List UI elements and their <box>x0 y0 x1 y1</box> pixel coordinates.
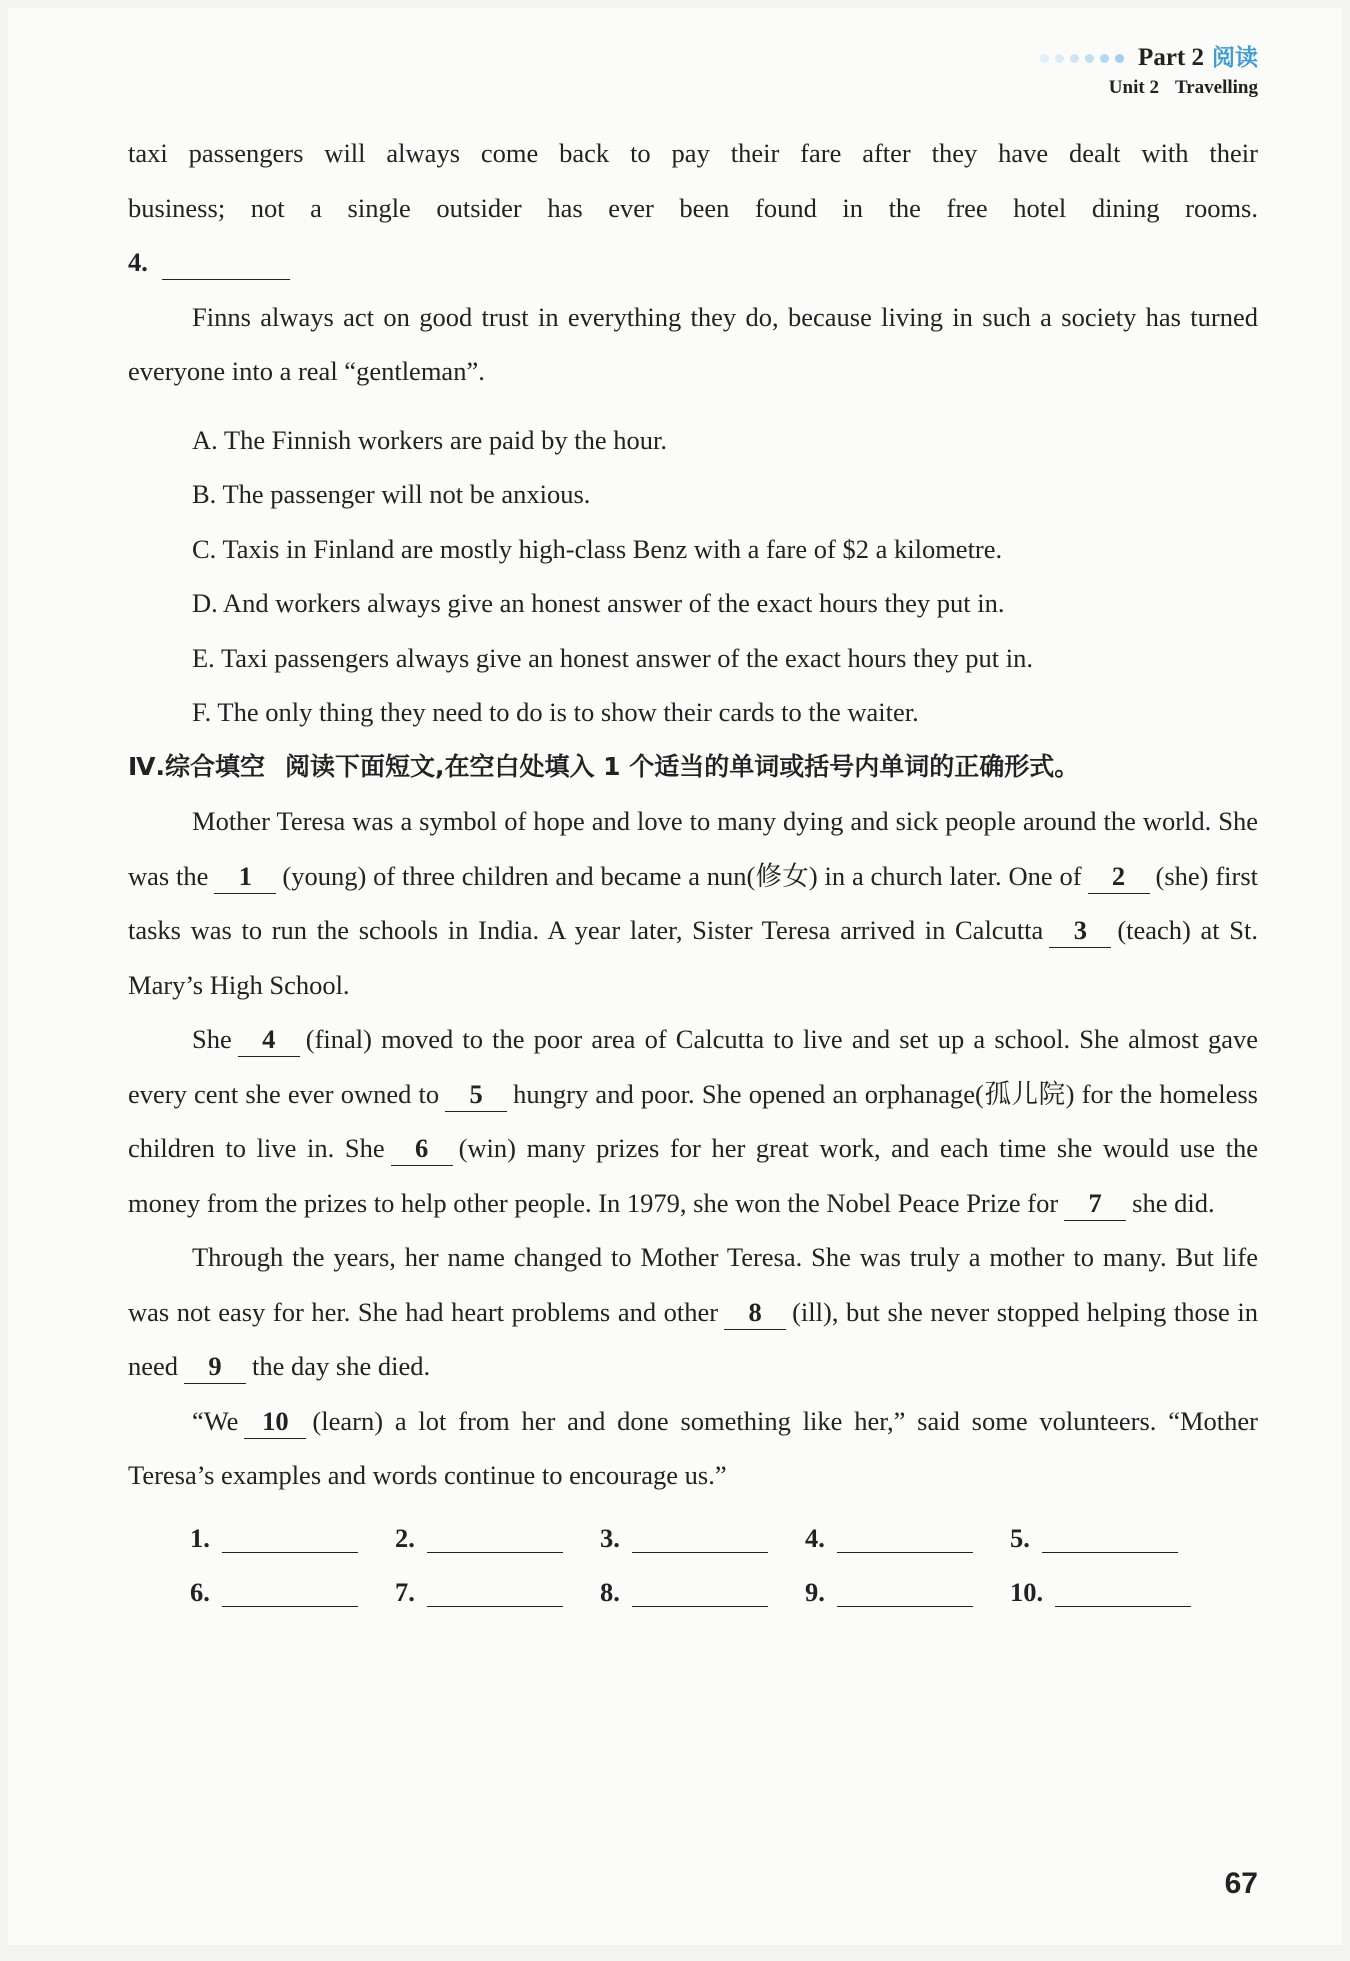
part-heading <box>1040 42 1258 74</box>
answer-line[interactable] <box>837 1586 973 1607</box>
dot-icon <box>1085 54 1094 63</box>
continuation-line-1: taxi passengers will always come back to pay their fare after they have dealt with their <box>128 138 1258 168</box>
blank-9[interactable]: 9 <box>184 1349 246 1384</box>
passage-paragraph-3 <box>128 1230 1258 1394</box>
answer-label: 7. <box>395 1577 415 1607</box>
blank-1[interactable]: 1 <box>214 859 276 894</box>
answer-line[interactable] <box>222 1586 358 1607</box>
answer-line[interactable] <box>427 1532 563 1553</box>
blank-4-label: 4. <box>128 247 148 277</box>
section-title: 综合填空 <box>164 751 265 781</box>
answer-line[interactable] <box>427 1586 563 1607</box>
text-run: She <box>192 1024 232 1054</box>
continuation-line-2: business; not a single outsider has ever been found in the free hotel dining rooms. <box>128 192 1258 223</box>
text-run: (ill), but she never stopped helping those in need <box>128 1296 1258 1381</box>
unit-label: Unit 2 <box>1108 77 1159 98</box>
option-d: D. And workers always give an honest answer of the exact hours they put in. <box>192 588 1005 618</box>
part-cn-label: 阅读 <box>1212 45 1258 71</box>
unit-heading <box>1040 74 1258 102</box>
answer-slot-1[interactable] <box>190 1511 395 1566</box>
passage-paragraph-2 <box>128 1012 1258 1230</box>
answer-line[interactable] <box>632 1532 768 1553</box>
blank-10[interactable]: 10 <box>244 1404 306 1439</box>
text-run: (final) moved to the poor area of Calcutta to live and set up a school. She almost gave every cent she ever owned to <box>128 1024 1258 1109</box>
option-f: F. The only thing they need to do is to show their cards to the waiter. <box>192 697 919 727</box>
answer-slot-6[interactable] <box>190 1565 395 1620</box>
section-heading <box>128 740 1258 795</box>
blank-4-line <box>128 235 1258 290</box>
text-run: Through the years, her name changed to Mother Teresa. She was truly a mother to many. But life was not easy for her. She had heart problems and other <box>128 1242 1258 1327</box>
section-instructions: 阅读下面短文,在空白处填入 1 个适当的单词或括号内单词的正确形式。 <box>284 751 1080 781</box>
answer-slot-10[interactable] <box>1010 1565 1215 1620</box>
answer-label: 4. <box>805 1522 825 1553</box>
dot-icon <box>1115 54 1124 63</box>
text-run: she did. <box>1132 1187 1215 1218</box>
answer-line[interactable] <box>222 1532 358 1553</box>
section-numeral: Ⅳ. <box>128 751 165 781</box>
page-number: 67 <box>1224 1867 1258 1900</box>
text-run: (young) of three children and became a nun(修女) in a church later. One of <box>282 860 1082 891</box>
answer-grid <box>190 1511 1258 1620</box>
part-label: Part 2 <box>1138 44 1204 71</box>
blank-7[interactable]: 7 <box>1064 1186 1126 1221</box>
blank-3[interactable]: 3 <box>1049 913 1111 948</box>
answer-label: 6. <box>190 1577 210 1607</box>
passage-paragraph-4 <box>128 1394 1258 1503</box>
answer-slot-3[interactable] <box>600 1511 805 1566</box>
answer-slot-7[interactable] <box>395 1565 600 1620</box>
answer-line[interactable] <box>837 1532 973 1553</box>
answer-slot-2[interactable] <box>395 1511 600 1566</box>
blank-2[interactable]: 2 <box>1088 859 1150 894</box>
answer-label: 8. <box>600 1577 620 1607</box>
closing-paragraph: Finns always act on good trust in everything they do, because living in such a society has turned everyone into a real “gentleman”. <box>128 301 1258 386</box>
answer-label: 10. <box>1010 1577 1044 1607</box>
blank-6[interactable]: 6 <box>391 1131 453 1166</box>
page-header <box>1040 42 1258 102</box>
answer-slot-4[interactable] <box>805 1511 1010 1566</box>
answer-line[interactable] <box>632 1586 768 1607</box>
dot-icon <box>1040 54 1049 63</box>
blank-8[interactable]: 8 <box>724 1295 786 1330</box>
passage-paragraph-1 <box>128 794 1258 1012</box>
dot-icon <box>1100 54 1109 63</box>
option-b: B. The passenger will not be anxious. <box>192 479 591 509</box>
dot-icon <box>1070 54 1079 63</box>
blank-4-field[interactable] <box>162 245 290 280</box>
option-a: A. The Finnish workers are paid by the hour. <box>192 424 667 455</box>
option-c: C. Taxis in Finland are mostly high-class Benz with a fare of $2 a kilometre. <box>192 533 1003 564</box>
answer-label: 3. <box>600 1522 620 1553</box>
text-run: (teach) at St. Mary’s High School. <box>128 915 1258 1000</box>
blank-4[interactable]: 4 <box>238 1022 300 1057</box>
options-list <box>192 413 1258 740</box>
answer-label: 5. <box>1010 1522 1030 1553</box>
answer-slot-5[interactable] <box>1010 1511 1215 1566</box>
answer-line[interactable] <box>1042 1532 1178 1553</box>
answer-label: 2. <box>395 1522 415 1553</box>
text-run: (she) first tasks was to run the schools in India. A year later, Sister Teresa arrived in Calcutta <box>128 860 1259 945</box>
answer-slot-9[interactable] <box>805 1565 1010 1620</box>
dot-icon <box>1055 54 1064 63</box>
text-run: (win) many prizes for her great work, and each time she would use the money from the prizes to help other people. In 1979, she won the Nobel Peace Prize for <box>128 1133 1258 1218</box>
answer-slot-8[interactable] <box>600 1565 805 1620</box>
workbook-page <box>8 8 1342 1945</box>
blank-5[interactable]: 5 <box>445 1077 507 1112</box>
answer-line[interactable] <box>1055 1586 1191 1607</box>
text-run: “We <box>192 1405 239 1436</box>
text-run: Mother Teresa was a symbol of hope and love to many dying and sick people around the world. She was the <box>128 806 1258 891</box>
option-e: E. Taxi passengers always give an honest answer of the exact hours they put in. <box>192 642 1034 673</box>
answer-label: 1. <box>190 1522 210 1553</box>
unit-title: Travelling <box>1174 77 1258 98</box>
text-run: hungry and poor. She opened an orphanage(孤儿院) for the homeless children to live in. She <box>128 1078 1258 1163</box>
decorative-dots <box>1040 54 1124 63</box>
text-run: (learn) a lot from her and done something like her,” said some volunteers. “Mother Teresa’s examples and words continue to encourage us.” <box>128 1405 1258 1490</box>
text-run: the day she died. <box>252 1351 431 1381</box>
answer-label: 9. <box>805 1577 825 1607</box>
page-content <box>128 126 1258 1620</box>
